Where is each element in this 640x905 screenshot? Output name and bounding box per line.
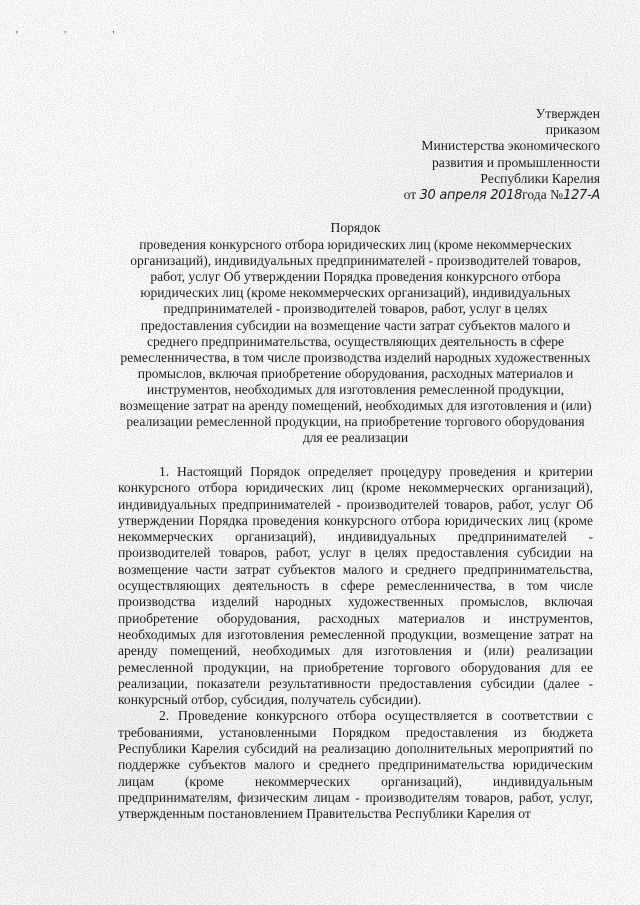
year-suffix: года	[522, 187, 547, 203]
title-subtitle: проведения конкурсного отбора юридических лиц (кроме некоммерческих организаций), индивидуальных предпринимателей - производителей товаров, работ, услуг Об утверждении Порядка проведения конкурсного отбора юридических лиц (кроме некоммерческих организаций), индивидуальных предпринимателей - производителей товаров, работ, услуг в целях предоставления субсидии на возмещение части затрат субъектов малого и среднего предпринимательства, осуществляющих деятельность в сфере ремесленничества, в том числе производства изделий народных художественных промыслов, включая приобретение оборудования, расходных материалов и инструментов, необходимых для изготовления ремесленной продукции, возмещение затрат на аренду помещений, необходимых для изготовления и (или) реализации ремесленной продукции, на приобретение торгового оборудования для ее реализации	[119, 237, 592, 446]
corner-scan-marks: ' ' '	[16, 30, 137, 41]
approval-line-development: развития и промышленности	[432, 154, 600, 170]
date-prefix: от	[403, 187, 417, 203]
handwritten-number: 127-А	[563, 188, 600, 204]
title-heading: Порядок	[330, 220, 381, 235]
document-title	[118, 220, 593, 446]
document-body	[118, 464, 593, 823]
approval-line-republic: Республики Карелия	[480, 170, 600, 186]
approval-block	[404, 106, 600, 204]
paragraph-2: 2. Проведение конкурсного отбора осуществляется в соответствии с требованиями, установленными Порядком предоставления из бюджета Республики Карелия субсидий на реализацию дополнительных мероприятий по поддержке субъектов малого и среднего предпринимательства юридическим лицам (кроме некоммерческих организаций), индивидуальным предпринимателям, физическим лицам - производителям товаров, работ, услуг, утвержденным постановлением Правительства Республики Карелия от	[118, 708, 593, 822]
approval-line-date	[404, 187, 600, 204]
paragraph-1: 1. Настоящий Порядок определяет процедуру проведения и критерии конкурсного отбора юридических лиц (кроме некоммерческих организаций), индивидуальных предпринимателей - производителей товаров, работ, услуг Об утверждении Порядка проведения конкурсного отбора юридических лиц (кроме некоммерческих организаций), индивидуальных предпринимателей - производителей товаров, работ, услуг в целях предоставления субсидии на возмещение части затрат субъектов малого и среднего предпринимательства, осуществляющих деятельность в сфере ремесленничества, в том числе производства изделий народных художественных промыслов, включая приобретение оборудования, расходных материалов и инструментов, необходимых для изготовления ремесленной продукции, возмещение затрат на аренду помещений, необходимых для изготовления и (или) реализации ремесленной продукции, на приобретение торгового оборудования для ее реализации, показатели результативности предоставления субсидии (далее - конкурсный отбор, субсидия, получатель субсидии).	[118, 464, 593, 708]
approval-line-ministry: Министерства экономического	[421, 138, 600, 154]
number-prefix: №	[550, 187, 564, 203]
approval-line-order: приказом	[545, 122, 600, 138]
handwritten-date: 30 апреля 2018	[419, 188, 523, 204]
approval-line-approved: Утвержден	[535, 106, 600, 121]
